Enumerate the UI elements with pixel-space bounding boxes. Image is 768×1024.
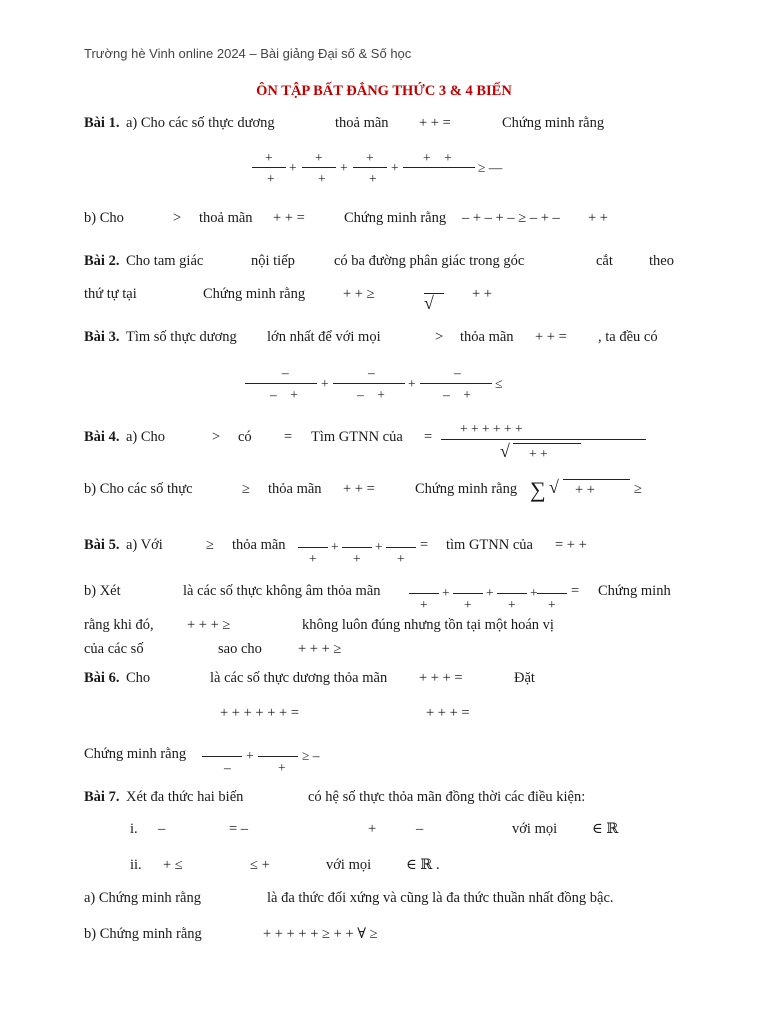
bai6-frac2-bar bbox=[258, 756, 298, 757]
bai1-frac2-bar bbox=[302, 167, 336, 168]
bai4-numerator: + + + + + + bbox=[460, 421, 523, 436]
bai6-line2b: + + + = bbox=[426, 705, 470, 721]
bai1-b-cho: b) Cho bbox=[84, 210, 124, 226]
bai2-sqrt: √ bbox=[424, 293, 434, 313]
bai5-b-text: là các số thực không âm thỏa mãn bbox=[183, 583, 381, 599]
bai7-ii-in: ∈ ℝ . bbox=[406, 857, 440, 873]
bai2-text3: có ba đường phân giác trong góc bbox=[334, 253, 525, 269]
bai6-label: Bài 6. bbox=[84, 670, 120, 686]
bai6-prove: Chứng minh rằng bbox=[84, 746, 187, 762]
bai3-plus1: + bbox=[321, 376, 329, 391]
bai4-b-radicand: + + bbox=[575, 482, 595, 498]
bai7-i-voimoi: với mọi bbox=[512, 821, 558, 837]
bai4-b-sqrt-sign: √ bbox=[549, 477, 559, 497]
bai5-b-frac3-bar bbox=[497, 593, 527, 594]
bai3-gt: > bbox=[435, 329, 444, 345]
bai1-frac2-den: + bbox=[318, 171, 326, 186]
bai7-ii-expr2: ≤ + bbox=[250, 857, 270, 873]
bai1-thoa-man: thoả mãn bbox=[335, 115, 389, 131]
bai6-text: là các số thực dương thỏa mãn bbox=[210, 670, 388, 686]
bai5-line2c: không luôn đúng nhưng tồn tại một hoán vị bbox=[302, 617, 554, 633]
bai4-denominator: + + bbox=[529, 446, 548, 461]
bai2-expr: + + ≥ bbox=[343, 286, 375, 302]
bai5-frac2-bar bbox=[342, 547, 372, 548]
bai5-b-eq: = bbox=[571, 583, 580, 599]
bai5-b-frac4-bar bbox=[537, 593, 567, 594]
bai4-a-cho: a) Cho bbox=[126, 429, 166, 445]
bai1-plus3: + bbox=[391, 160, 399, 175]
bai5-b-plus2: + bbox=[486, 585, 494, 600]
bai5-frac2-den: + bbox=[353, 551, 361, 566]
bai5-b-frac2-den: + bbox=[464, 597, 472, 612]
bai5-b-frac4-den: + bbox=[548, 597, 556, 612]
bai3-label: Bài 3. bbox=[84, 329, 120, 345]
bai4-b-geq: ≥ bbox=[242, 481, 250, 497]
bai3-text1: Tìm số thực dương bbox=[126, 329, 237, 345]
bai6-line2a: + + + + + + = bbox=[220, 705, 299, 721]
bai5-gtnn: tìm GTNN của bbox=[446, 537, 533, 553]
bai1-a-text: a) Cho các số thực dương bbox=[126, 115, 275, 131]
bai5-frac3-bar bbox=[386, 547, 416, 548]
bai3-frac1-bar bbox=[245, 383, 317, 384]
bai5-b-frac3-den: + bbox=[508, 597, 516, 612]
bai1-frac4-bar bbox=[403, 167, 475, 168]
bai2-label: Bài 2. bbox=[84, 253, 120, 269]
bai7-i-expr2: = – bbox=[229, 821, 249, 837]
bai1-frac3-den: + bbox=[369, 171, 377, 186]
bai1-label: Bài 1. bbox=[84, 115, 120, 131]
bai1-b-condition: + + = bbox=[273, 210, 305, 226]
bai4-sum-symbol: ∑ bbox=[530, 477, 546, 502]
bai2-prove: Chứng minh rằng bbox=[203, 286, 306, 302]
bai1-condition: + + = bbox=[419, 115, 451, 131]
bai1-frac3-num: + bbox=[366, 150, 374, 165]
bai1-frac2-num: + bbox=[315, 150, 323, 165]
bai4-b-text: b) Cho các số thực bbox=[84, 481, 193, 497]
bai6-condition: + + + = bbox=[419, 670, 463, 686]
bai4-b-radical-bar bbox=[563, 479, 630, 480]
bai5-b-plus3: + bbox=[530, 585, 538, 600]
bai4-b-condition: + + = bbox=[343, 481, 375, 497]
bai5-thoa: thỏa mãn bbox=[232, 537, 286, 553]
bai7-ii-expr1: + ≤ bbox=[163, 857, 183, 873]
bai5-a-voi: a) Với bbox=[126, 537, 163, 553]
bai2-tail: + + bbox=[472, 286, 492, 302]
bai2-text5: theo bbox=[649, 253, 674, 269]
bai4-label: Bài 4. bbox=[84, 429, 120, 445]
page-header: Trường hè Vinh online 2024 – Bài giảng Đại số & Số học bbox=[84, 46, 412, 61]
bai2-text2: nội tiếp bbox=[251, 253, 295, 269]
bai7-i-label: i. bbox=[130, 821, 138, 837]
bai3-text2: lớn nhất để với mọi bbox=[267, 329, 381, 345]
bai4-co: có bbox=[238, 429, 252, 445]
bai3-frac3-den: – + bbox=[443, 387, 471, 402]
bai1-b-tail: + + bbox=[588, 210, 608, 226]
bai1-b-gt: > bbox=[173, 210, 182, 226]
bai7-i-in: ∈ ℝ bbox=[592, 821, 619, 837]
bai5-plus2: + bbox=[375, 539, 383, 554]
bai5-b-frac1-bar bbox=[409, 593, 439, 594]
bai5-p-expr: = + + bbox=[555, 537, 587, 553]
bai1-b-expr: – + – + – ≥ – + – bbox=[462, 210, 560, 226]
bai5-frac1-den: + bbox=[309, 551, 317, 566]
bai2-text1: Cho tam giác bbox=[126, 253, 204, 269]
bai6-frac1-den: – bbox=[224, 760, 231, 775]
bai7-b-expr: + + + + + ≥ + + ∀ ≥ bbox=[263, 926, 378, 942]
bai6-frac2-den: + bbox=[278, 760, 286, 775]
bai3-condition: + + = bbox=[535, 329, 567, 345]
bai5-b-plus1: + bbox=[442, 585, 450, 600]
bai1-plus2: + bbox=[340, 160, 348, 175]
bai7-text2: có hệ số thực thỏa mãn đồng thời các điều kiện: bbox=[308, 789, 586, 805]
bai4-b-geq2: ≥ bbox=[634, 481, 642, 497]
bai4-frac-bar bbox=[441, 439, 646, 440]
bai4-b-thoa: thỏa mãn bbox=[268, 481, 322, 497]
bai5-eq: = bbox=[420, 537, 429, 553]
bai1-prove: Chứng minh rằng bbox=[502, 115, 605, 131]
bai4-sqrt-sign: √ bbox=[500, 441, 510, 461]
bai3-frac2-num: – bbox=[368, 365, 375, 380]
bai6-frac1-bar bbox=[202, 756, 242, 757]
bai5-b-frac1-den: + bbox=[420, 597, 428, 612]
bai1-b-prove: Chứng minh rằng bbox=[344, 210, 447, 226]
bai3-frac3-bar bbox=[420, 383, 492, 384]
bai1-frac1-den: + bbox=[267, 171, 275, 186]
bai6-tail: ≥ – bbox=[302, 748, 320, 763]
bai5-geq: ≥ bbox=[206, 537, 214, 553]
bai6-cho: Cho bbox=[126, 670, 151, 686]
bai1-b-thoa: thoả mãn bbox=[199, 210, 253, 226]
bai3-frac1-den: – + bbox=[270, 387, 298, 402]
bai1-ineq-tail: ≥ — bbox=[478, 160, 503, 175]
page-title: ÔN TẬP BẤT ĐẲNG THỨC 3 & 4 BIẾN bbox=[256, 83, 512, 99]
bai3-frac1-num: – bbox=[282, 365, 289, 380]
bai3-frac3-num: – bbox=[454, 365, 461, 380]
bai7-ii-voimoi: với mọi bbox=[326, 857, 372, 873]
bai7-text: Xét đa thức hai biến bbox=[126, 789, 244, 805]
bai1-frac1-num: + bbox=[265, 150, 273, 165]
bai7-i-expr4: – bbox=[416, 821, 424, 837]
bai3-frac2-bar bbox=[333, 383, 405, 384]
bai6-dat: Đặt bbox=[514, 670, 535, 686]
bai5-frac3-den: + bbox=[397, 551, 405, 566]
bai5-b-xet: b) Xét bbox=[84, 583, 121, 599]
bai2-text4: cắt bbox=[596, 253, 613, 269]
bai5-line3a: của các số bbox=[84, 641, 144, 657]
bai5-plus1: + bbox=[331, 539, 339, 554]
bai5-line2a: rằng khi đó, bbox=[84, 617, 154, 633]
bai3-frac2-den: – + bbox=[357, 387, 385, 402]
bai6-plus: + bbox=[246, 748, 254, 763]
bai4-gt: > bbox=[212, 429, 221, 445]
bai7-ii-label: ii. bbox=[130, 857, 142, 873]
bai4-eq2: = bbox=[424, 429, 433, 445]
bai7-a-text: a) Chứng minh rằng bbox=[84, 890, 201, 906]
bai7-i-expr3: + bbox=[368, 821, 377, 837]
bai3-leq: ≤ bbox=[495, 376, 503, 391]
bai3-text4: , ta đều có bbox=[598, 329, 658, 345]
bai2-text6: thứ tự tại bbox=[84, 286, 137, 302]
bai4-radical-bar bbox=[513, 443, 581, 444]
bai7-b-text: b) Chứng minh rằng bbox=[84, 926, 202, 942]
bai5-b-frac2-bar bbox=[453, 593, 483, 594]
bai7-a-text2: là đa thức đối xứng và cũng là đa thức thuần nhất đồng bậc. bbox=[267, 890, 614, 906]
bai3-plus2: + bbox=[408, 376, 416, 391]
bai1-frac4-num: + + bbox=[423, 150, 452, 165]
bai1-frac3-bar bbox=[353, 167, 387, 168]
bai5-frac1-bar bbox=[298, 547, 328, 548]
bai5-label: Bài 5. bbox=[84, 537, 120, 553]
bai7-label: Bài 7. bbox=[84, 789, 120, 805]
bai4-gtnn: Tìm GTNN của bbox=[311, 429, 403, 445]
bai4-eq: = bbox=[284, 429, 293, 445]
bai5-line3c: + + + ≥ bbox=[298, 641, 342, 657]
bai7-i-expr1: – bbox=[158, 821, 166, 837]
bai5-line2b: + + + ≥ bbox=[187, 617, 231, 633]
bai1-frac1-bar bbox=[252, 167, 286, 168]
bai4-b-prove: Chứng minh rằng bbox=[415, 481, 518, 497]
bai3-text3: thỏa mãn bbox=[460, 329, 514, 345]
bai1-plus1: + bbox=[289, 160, 297, 175]
bai5-b-prove: Chứng minh bbox=[598, 583, 671, 599]
bai5-line3b: sao cho bbox=[218, 641, 262, 657]
